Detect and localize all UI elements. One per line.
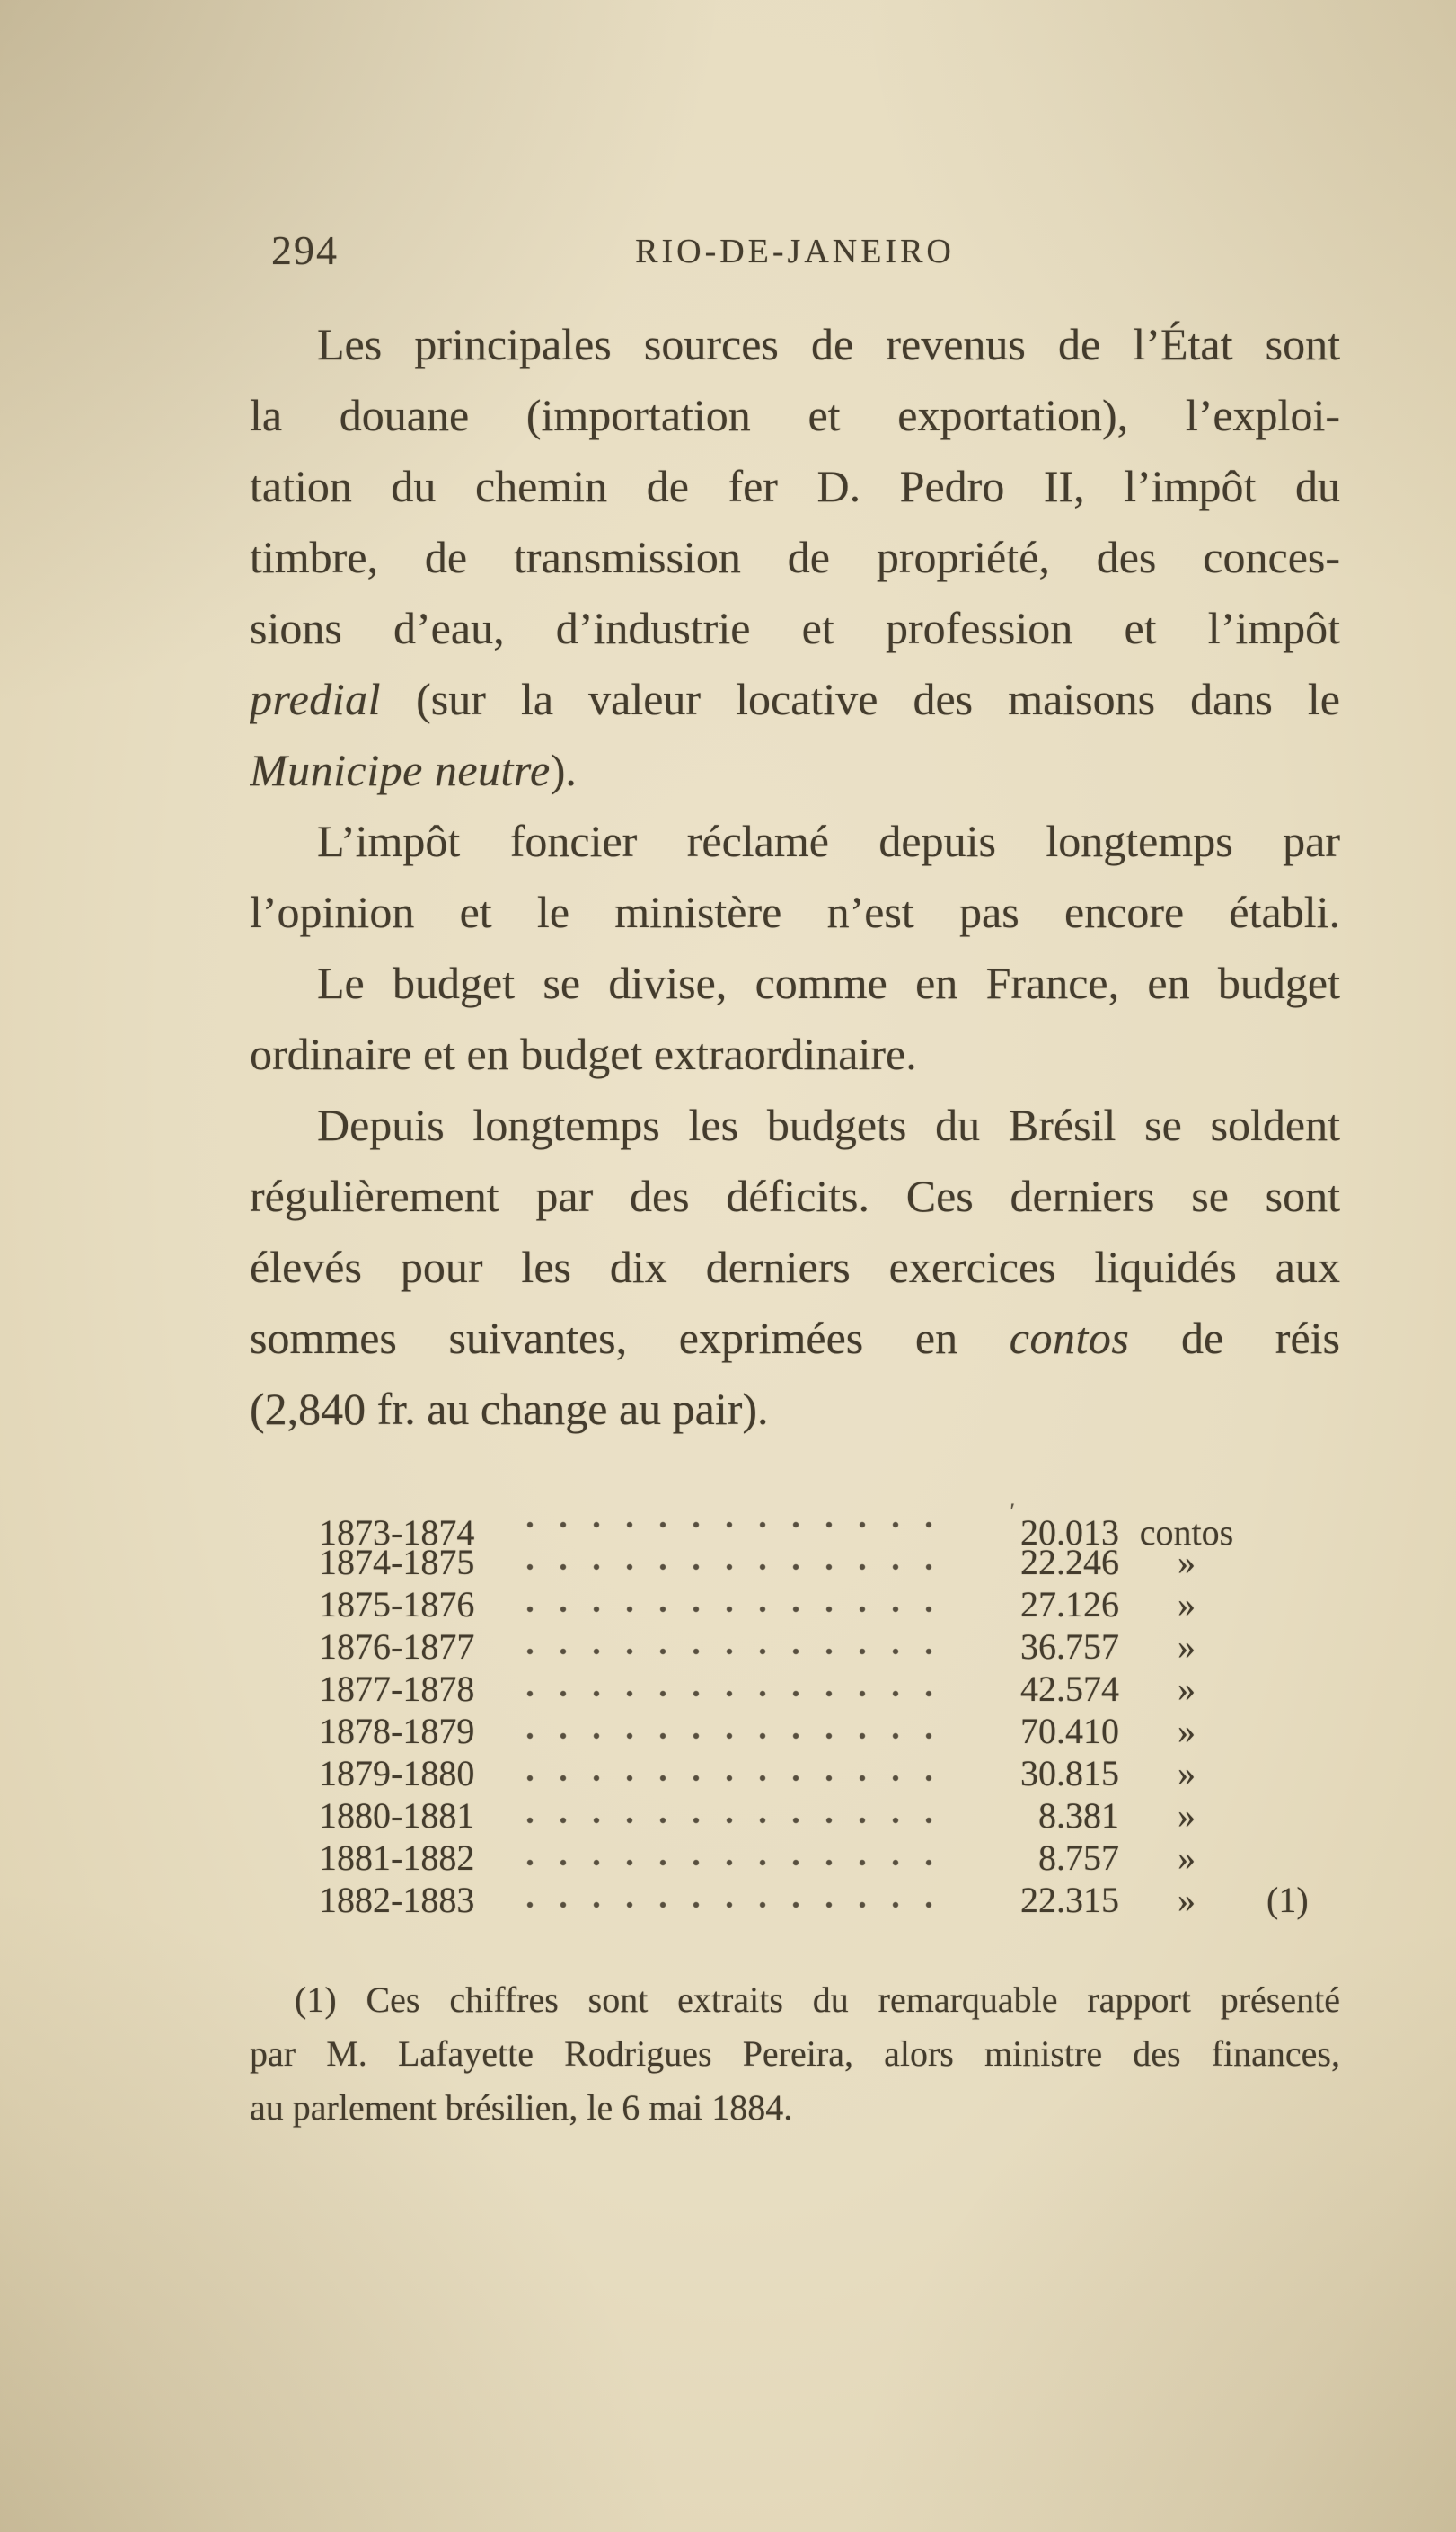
year-cell: 1878-1879 bbox=[319, 1711, 475, 1751]
text-line-segment: ordinaire et en budget extraordinaire. bbox=[250, 1029, 917, 1079]
text-line bbox=[250, 877, 1340, 948]
text-line bbox=[250, 451, 1340, 522]
text-line bbox=[250, 1090, 1340, 1161]
text-line bbox=[250, 664, 1340, 735]
year-cell: 1882-1883 bbox=[319, 1880, 475, 1920]
text-line-segment: Les principales sources de revenus de l’État sont bbox=[317, 319, 1340, 369]
table-row bbox=[319, 1625, 1338, 1668]
value-text: 22.315 bbox=[1020, 1880, 1119, 1920]
value-cell bbox=[971, 1752, 1119, 1794]
text-line bbox=[250, 309, 1340, 380]
table-row bbox=[319, 1879, 1338, 1921]
dot-leader bbox=[526, 1732, 958, 1740]
value-text: 22.246 bbox=[1020, 1542, 1119, 1582]
value-cell bbox=[971, 1668, 1119, 1710]
value-text: 42.574 bbox=[1020, 1669, 1119, 1709]
text-line bbox=[250, 735, 1340, 806]
text-line-segment: (sur la valeur locative des maisons dans le bbox=[381, 674, 1340, 724]
year-cell: 1879-1880 bbox=[319, 1753, 475, 1793]
text-line bbox=[250, 380, 1340, 451]
page-number: 294 bbox=[271, 227, 339, 273]
text-line bbox=[250, 806, 1340, 877]
stray-mark: ′ bbox=[1010, 1499, 1015, 1525]
year-cell: 1875-1876 bbox=[319, 1584, 475, 1625]
text-line-segment: élevés pour les dix derniers exercices liquidés aux bbox=[250, 1242, 1340, 1292]
value-text: 8.757 bbox=[1038, 1837, 1119, 1878]
value-text: 20.013 bbox=[1020, 1512, 1119, 1553]
text-line-segment: régulièrement par des déficits. Ces derniers se sont bbox=[250, 1171, 1340, 1221]
text-line-segment: l’opinion et le ministère n’est pas encore établi. bbox=[250, 887, 1340, 937]
running-title: RIO-DE-JANEIRO bbox=[635, 233, 955, 270]
dot-leader bbox=[526, 1648, 958, 1655]
unit-cell: » bbox=[1178, 1584, 1196, 1625]
value-text: 8.381 bbox=[1038, 1795, 1119, 1836]
text-line-segment: timbre, de transmission de propriété, des conces- bbox=[250, 532, 1340, 582]
year-cell: 1881-1882 bbox=[319, 1837, 475, 1878]
text-line-segment: sommes suivantes, exprimées en bbox=[250, 1313, 1010, 1363]
table-row bbox=[319, 1752, 1338, 1794]
footnote-line bbox=[250, 2081, 1340, 2135]
value-cell bbox=[971, 1710, 1119, 1752]
text-line-segment: Le budget se divise, comme en France, en budget bbox=[317, 958, 1340, 1008]
text-line-segment: Depuis longtemps les budgets du Brésil se soldent bbox=[317, 1100, 1340, 1150]
year-cell: 1876-1877 bbox=[319, 1626, 475, 1667]
text-line bbox=[250, 1161, 1340, 1232]
unit-cell: » bbox=[1178, 1542, 1196, 1582]
page-header bbox=[250, 225, 1340, 282]
year-cell: 1874-1875 bbox=[319, 1542, 475, 1582]
text-line-segment: sions d’eau, d’industrie et profession et l’impôt bbox=[250, 603, 1340, 653]
text-line bbox=[250, 593, 1340, 664]
footnote bbox=[250, 1973, 1340, 2135]
table-row bbox=[319, 1541, 1338, 1583]
table-row bbox=[319, 1710, 1338, 1752]
value-cell bbox=[971, 1625, 1119, 1668]
text-line bbox=[250, 1019, 1340, 1090]
value-cell bbox=[971, 1837, 1119, 1879]
dot-leader bbox=[526, 1817, 958, 1824]
value-text: 30.815 bbox=[1020, 1753, 1119, 1793]
footnote-line bbox=[250, 2027, 1340, 2081]
footnote-line-segment: au parlement brésilien, le 6 mai 1884. bbox=[250, 2087, 793, 2128]
table-row bbox=[319, 1583, 1338, 1625]
dot-leader bbox=[526, 1859, 958, 1866]
text-line bbox=[250, 522, 1340, 593]
unit-cell: » bbox=[1178, 1753, 1196, 1793]
text-line-italic-segment: Municipe neutre bbox=[250, 745, 551, 795]
deficit-table bbox=[319, 1499, 1338, 1921]
value-cell bbox=[971, 1794, 1119, 1837]
year-cell: 1873-1874 bbox=[319, 1512, 475, 1553]
dot-leader bbox=[526, 1521, 958, 1528]
text-line-segment: (2,840 fr. au change au pair). bbox=[250, 1384, 769, 1434]
text-line bbox=[250, 948, 1340, 1019]
text-line-segment: tation du chemin de fer D. Pedro II, l’impôt du bbox=[250, 461, 1340, 511]
table-row bbox=[319, 1668, 1338, 1710]
table-row bbox=[319, 1794, 1338, 1837]
text-line-segment: L’impôt foncier réclamé depuis longtemps par bbox=[317, 816, 1340, 866]
dot-leader bbox=[526, 1690, 958, 1697]
text-line-italic-segment: contos bbox=[1009, 1313, 1130, 1363]
dot-leader bbox=[526, 1606, 958, 1613]
unit-cell: » bbox=[1178, 1711, 1196, 1751]
text-line bbox=[250, 1303, 1340, 1374]
table-row bbox=[319, 1499, 1338, 1553]
value-cell bbox=[971, 1879, 1119, 1921]
footnote-line bbox=[250, 1973, 1340, 2027]
value-text: 36.757 bbox=[1020, 1626, 1119, 1667]
unit-cell: » bbox=[1178, 1626, 1196, 1667]
text-line-segment: de réis bbox=[1129, 1313, 1340, 1363]
value-cell bbox=[971, 1583, 1119, 1625]
footnote-line-segment: par M. Lafayette Rodrigues Pereira, alors ministre des finances, bbox=[250, 2033, 1340, 2074]
unit-cell: » bbox=[1178, 1837, 1196, 1878]
footnote-ref: (1) bbox=[1266, 1880, 1309, 1920]
year-cell: 1880-1881 bbox=[319, 1795, 475, 1836]
text-line bbox=[250, 1374, 1340, 1445]
dot-leader bbox=[526, 1901, 958, 1908]
unit-cell: contos bbox=[1139, 1512, 1234, 1553]
value-text: 27.126 bbox=[1020, 1584, 1119, 1625]
unit-cell: » bbox=[1178, 1880, 1196, 1920]
unit-cell: » bbox=[1178, 1669, 1196, 1709]
value-cell bbox=[971, 1541, 1119, 1583]
text-line bbox=[250, 1232, 1340, 1303]
text-line-segment: ). bbox=[550, 745, 577, 795]
year-cell: 1877-1878 bbox=[319, 1669, 475, 1709]
table-row bbox=[319, 1837, 1338, 1879]
footnote-line-segment: (1) Ces chiffres sont extraits du remarquable rapport présenté bbox=[295, 1979, 1340, 2020]
text-line-italic-segment: predial bbox=[250, 674, 382, 724]
dot-leader bbox=[526, 1563, 958, 1571]
dot-leader bbox=[526, 1775, 958, 1782]
value-text: 70.410 bbox=[1020, 1711, 1119, 1751]
text-line-segment: la douane (importation et exportation), l’exploi- bbox=[250, 390, 1340, 440]
body-text bbox=[250, 309, 1340, 1445]
unit-cell: » bbox=[1178, 1795, 1196, 1836]
